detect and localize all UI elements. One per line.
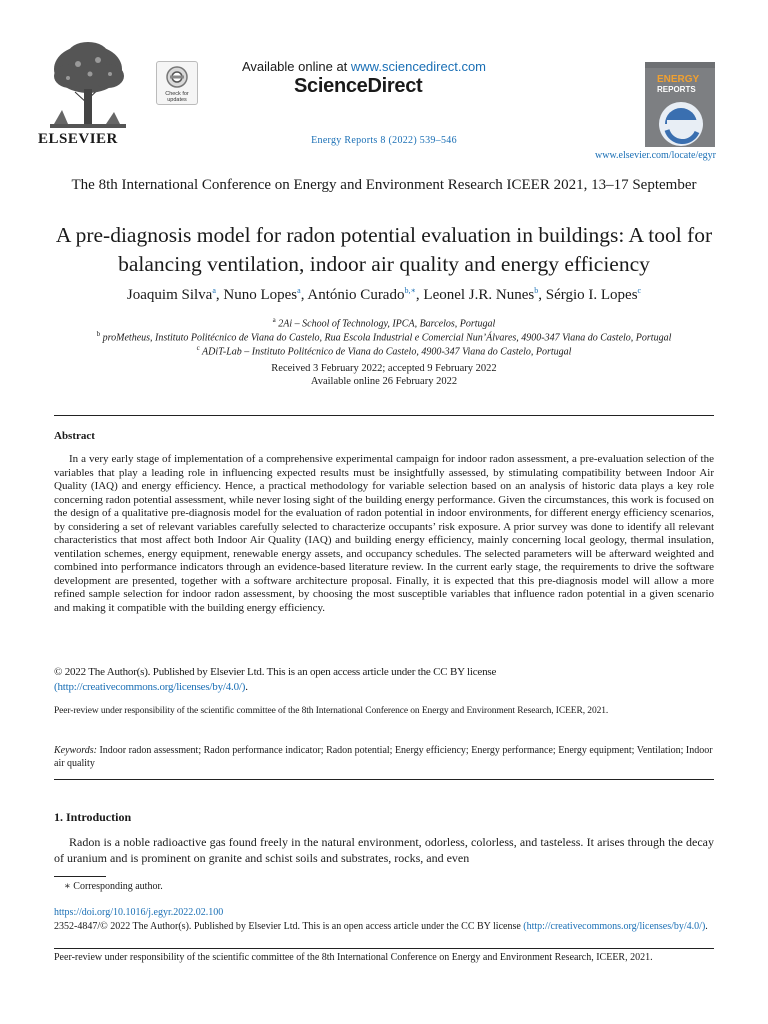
affiliation-mark: a [272, 316, 276, 324]
available-online-line [242, 59, 486, 74]
author-name[interactable]: Joaquim Silva [126, 287, 213, 303]
journal-cover [645, 62, 715, 147]
abstract-body: In a very early stage of implementation of a comprehensive experimental campaign for indoor radon assessment, a pre-evaluation selection of the variables that play a leading role in influencing expected results must be insightfully assessed, by stimulating compatibility between Indoor Air Quality (IAQ) and energy efficiency. Hence, a practical methodology for variable selection based on an analysis of historic data plays a key role concerning radon potential assessment, while never losing sight of the building energy performance. Given the circumstances, this work is focused on the design of a qualitative pre-diagnosis model for the evaluation of radon potential in indoor environments, for different energy efficiency scenarios, by considering a set of relevant variables carefully selected to characterize occupants’ risk exposure. A prior survey was done to identify all relevant characteristics that most affect both Indoor Air Quality (IAQ) and building energy efficiency, mainly concerning local geology, thermal insulation, ventilation schemes, energy equipment, renewable energy assets, and occupancy schedules. The selected parameters will be afterward weighted and combined into performance indicators through an evidence-based literature review. In the current early stage, the requirements to drive the software development are presented, together with a software architecture proposal. Finally, it is expected that this pre-diagnosis model will allow a more refined sample selection for indoor radon assessment, by choosing the most susceptible variables that influence radon potential in a given scenario and making it compatible with the building energy efficiency. [54, 453, 714, 614]
svg-text:updates: updates [167, 97, 187, 103]
affiliation-c [40, 344, 728, 357]
elsevier-tree-logo [40, 34, 136, 146]
affiliation-mark: c [196, 344, 200, 352]
author-name[interactable]: Sérgio I. Lopes [545, 287, 638, 303]
journal-reference[interactable]: Energy Reports 8 (2022) 539–546 [311, 135, 457, 146]
peer-review-statement: Peer-review under responsibility of the scientific committee of the 8th International Conference on Energy and Environment Research, ICEER, 2021. [54, 706, 609, 716]
affiliation-text: 2Ai – School of Technology, IPCA, Barcelos, Portugal [275, 318, 496, 330]
author-name[interactable]: Nuno Lopes [223, 287, 298, 303]
copyright-statement [54, 920, 714, 933]
author-separator: , [215, 287, 224, 303]
introduction-body: Radon is a noble radioactive gas found freely in the natural environment, odorless, colorless, and tasteless. It arises through the decay of uranium and is prominent on granite and schist soils and substrates, rocks, and even [54, 835, 714, 865]
cover-title-line1: ENERGY [657, 74, 700, 85]
divider [54, 415, 714, 416]
doi-link[interactable]: https://doi.org/10.1016/j.egyr.2022.02.100 [54, 907, 224, 918]
footnote-divider [54, 876, 106, 877]
author-affiliation-mark[interactable]: a [212, 286, 216, 295]
copyright-suffix: . [705, 921, 708, 932]
footnote-mark: ∗ [64, 881, 71, 892]
paper-title: A pre-diagnosis model for radon potential evaluation in buildings: A tool for balancing ventilation, indoor air quality and energy efficiency [55, 223, 713, 276]
license-statement [54, 665, 714, 694]
affiliation-b [40, 330, 728, 343]
author-list [40, 286, 728, 304]
author-affiliation-mark[interactable]: b [534, 286, 539, 295]
footer-license-link[interactable]: (http://creativecommons.org/licenses/by/4.0/) [523, 921, 706, 932]
affiliation-text: proMetheus, Instituto Politécnico de Viana do Castelo, Rua Escola Industrial e Comercial Nun’Álvares, 4900-347 Viana do Castelo, Portugal [100, 332, 672, 344]
author-separator: , [415, 287, 424, 303]
crossmark-icon[interactable] [156, 61, 198, 105]
footnote-text: Corresponding author. [70, 881, 163, 892]
divider [54, 948, 714, 949]
license-text: © 2022 The Author(s). Published by Elsevier Ltd. This is an open access article under the CC BY license [54, 666, 497, 678]
footnote-corresponding-author [64, 881, 163, 892]
available-online-label: Available online at [242, 59, 351, 74]
author-separator: , [300, 287, 308, 303]
affiliation-a [40, 316, 728, 329]
copyright-text: 2352-4847/© 2022 The Author(s). Published by Elsevier Ltd. This is an open access article under the CC BY license [54, 921, 524, 932]
journal-homepage-link[interactable]: www.elsevier.com/locate/egyr [595, 150, 716, 161]
keywords-list: Indoor radon assessment; Radon performance indicator; Radon potential; Energy efficiency; Energy performance; Energy equipment; Ventilation; Indoor air quality [54, 745, 713, 769]
cover-title-line2: REPORTS [657, 85, 696, 94]
keywords [54, 744, 714, 770]
received-date: Received 3 February 2022; accepted 9 February 2022 [271, 363, 497, 374]
platform-name: ScienceDirect [294, 75, 423, 97]
publisher-name: ELSEVIER [38, 131, 118, 147]
section-heading-introduction: 1. Introduction [54, 810, 132, 824]
author-affiliation-mark[interactable]: a [297, 286, 301, 295]
svg-text:Check for: Check for [165, 91, 189, 97]
license-suffix: . [245, 680, 248, 693]
online-date: Available online 26 February 2022 [310, 376, 458, 387]
author-separator: , [538, 287, 546, 303]
affiliation-mark: b [96, 330, 101, 338]
keywords-label: Keywords: [54, 745, 97, 756]
abstract-heading: Abstract [54, 430, 95, 442]
license-link[interactable]: (http://creativecommons.org/licenses/by/4.0/) [54, 680, 246, 693]
sciencedirect-link[interactable]: www.sciencedirect.com [350, 59, 487, 74]
author-affiliation-mark[interactable]: b,∗ [404, 286, 416, 295]
divider [54, 779, 714, 780]
conference-line: The 8th International Conference on Energy and Environment Research ICEER 2021, 13–17 September [71, 177, 697, 193]
author-name[interactable]: Leonel J.R. Nunes [423, 287, 535, 303]
author-name[interactable]: António Curado [307, 287, 405, 303]
author-affiliation-mark[interactable]: c [637, 286, 642, 295]
footer-peer-review: Peer-review under responsibility of the scientific committee of the 8th International Conference on Energy and Environment Research, ICEER, 2021. [54, 952, 653, 963]
affiliation-text: ADiT-Lab – Instituto Politécnico de Viana do Castelo, 4900-347 Viana do Castelo, Portugal [199, 346, 572, 358]
